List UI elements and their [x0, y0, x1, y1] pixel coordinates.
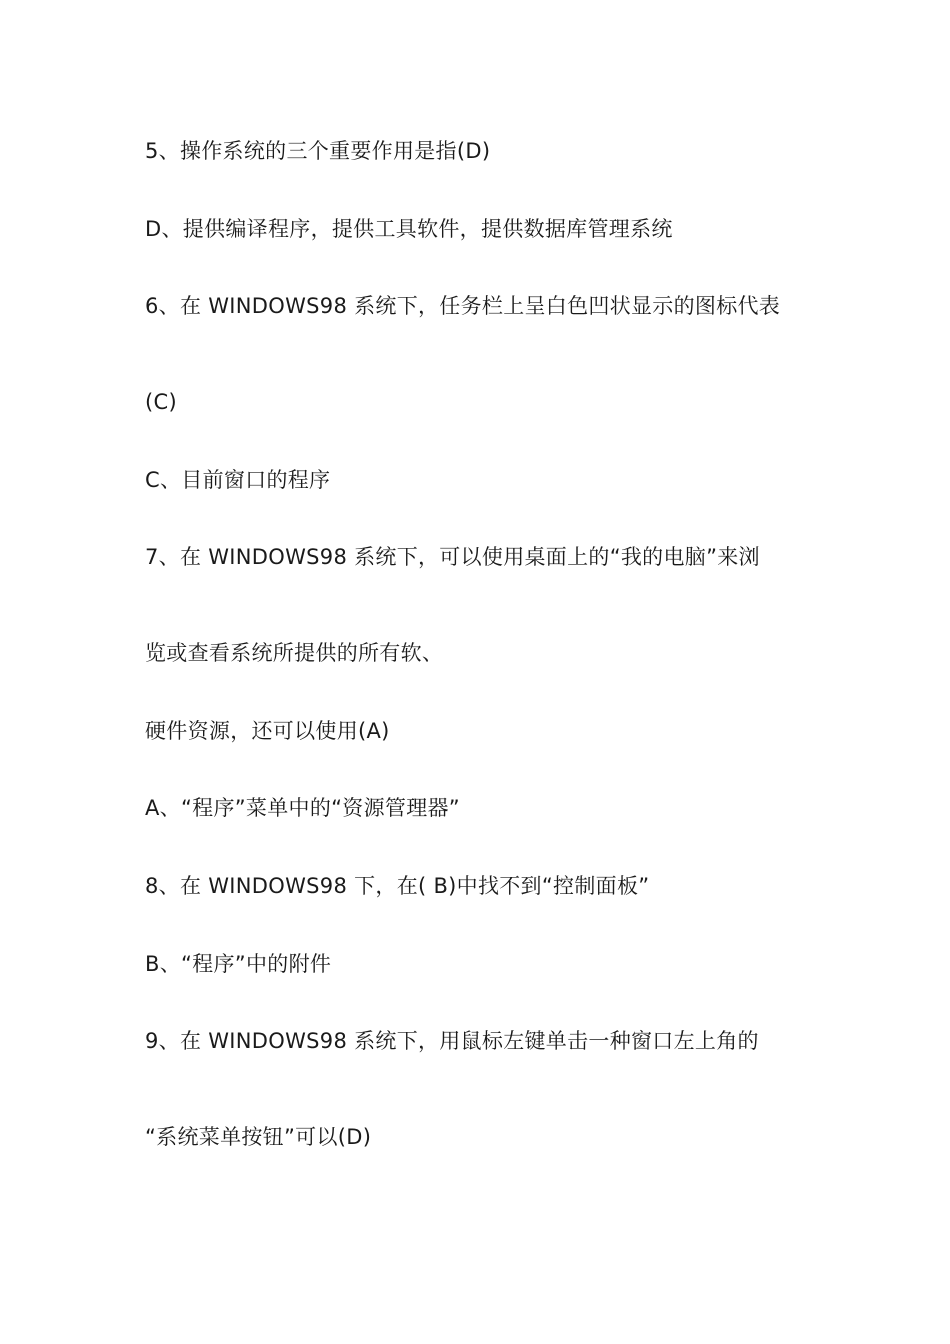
question-6-choice: (C): [145, 390, 177, 414]
question-9-continued: “系统菜单按钮”可以(D): [145, 1125, 372, 1149]
answer-6-text: C、目前窗口的程序: [145, 468, 331, 492]
question-8-text: 8、在 WINDOWS98 下，在( B)中找不到“控制面板”: [145, 874, 650, 898]
answer-5-text: D、提供编译程序，提供工具软件，提供数据库管理系统: [145, 217, 673, 241]
question-7-continued: 览或查看系统所提供的所有软、: [145, 641, 444, 665]
question-9-text: 9、在 WINDOWS98 系统下，用鼠标左键单击一种窗口左上角的: [145, 1029, 759, 1053]
answer-7-text: A、“程序”菜单中的“资源管理器”: [145, 796, 460, 820]
question-7-text: 7、在 WINDOWS98 系统下，可以使用桌面上的“我的电脑”来浏: [145, 545, 760, 569]
question-6-text: 6、在 WINDOWS98 系统下，任务栏上呈白色凹状显示的图标代表: [145, 294, 781, 318]
question-5-text: 5、操作系统的三个重要作用是指(D): [145, 139, 491, 163]
question-7-choice: 硬件资源，还可以使用(A): [145, 719, 390, 743]
answer-8-text: B、“程序”中的附件: [145, 952, 332, 976]
